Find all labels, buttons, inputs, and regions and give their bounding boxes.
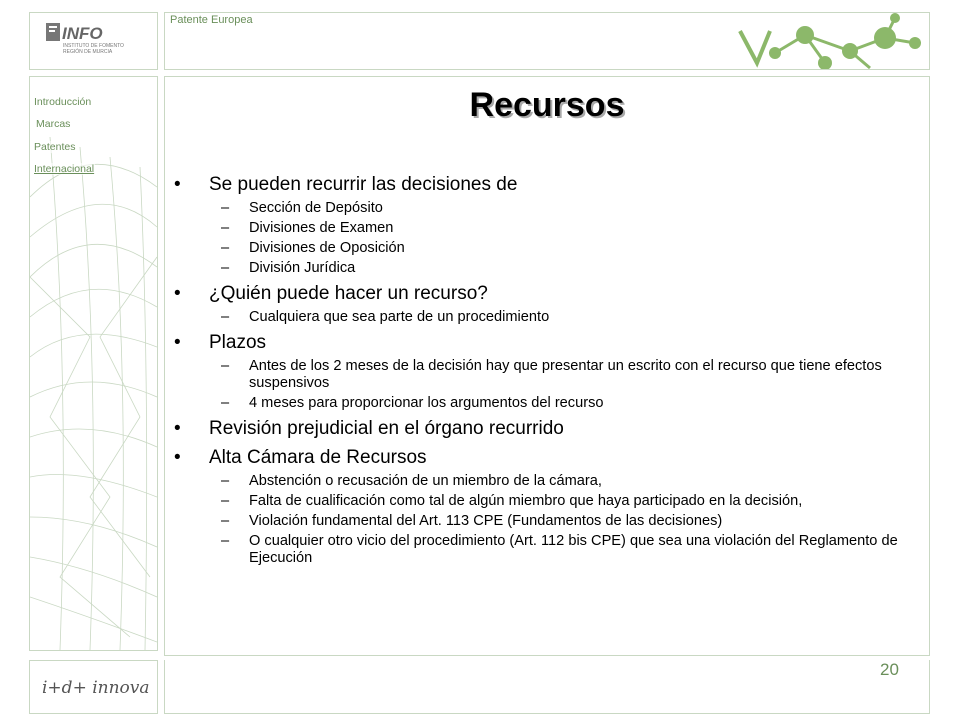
slide-title: Recursos — [469, 86, 625, 124]
bullet-item — [174, 282, 914, 326]
sub-item: – Divisiones de Examen — [221, 220, 394, 236]
nav-item-internacional[interactable]: Internacional — [34, 163, 95, 175]
sub-item: – Sección de Depósito — [221, 200, 383, 216]
bullet-dot: • — [174, 174, 181, 195]
sub-item: – Antes de los 2 meses de la decisión hay que presentar un escrito con el recurso que tiene efectos suspensivos — [221, 358, 882, 391]
bullet-text: ¿Quién puede hacer un recurso? — [209, 283, 488, 304]
bullet-dot: • — [174, 332, 181, 353]
page-number: 20 — [880, 660, 899, 679]
nav-item-introduccion[interactable]: Introducción — [34, 96, 92, 108]
bullet-text: Se pueden recurrir las decisiones de — [209, 174, 518, 195]
sub-item: – O cualquier otro vicio del procedimiento (Art. 112 bis CPE) que sea una violación del Reglamento de Ejecución — [221, 533, 898, 566]
sub-list — [209, 473, 914, 567]
bullet-text: Plazos — [209, 332, 267, 353]
logo-line2: REGIÓN DE MURCIA — [63, 49, 113, 55]
bullet-dot: • — [174, 283, 181, 304]
bullet-item — [174, 173, 914, 277]
sub-list — [209, 309, 914, 326]
sub-item: – Falta de cualificación como tal de algún miembro que haya participado en la decisión, — [221, 493, 803, 509]
nav-item-marcas[interactable]: Marcas — [36, 118, 71, 130]
footer-brand: i+d+ innova — [42, 678, 150, 698]
sub-item: – Abstención o recusación de un miembro de la cámara, — [221, 473, 602, 489]
header-panel — [164, 12, 930, 70]
bullet-item — [174, 417, 914, 441]
bullet-item — [174, 446, 914, 567]
sub-item: – 4 meses para proporcionar los argumentos del recurso — [221, 395, 604, 411]
sub-item: – Violación fundamental del Art. 113 CPE (Fundamentos de las decisiones) — [221, 513, 723, 529]
sub-item: – División Jurídica — [221, 260, 356, 276]
bullet-text: Revisión prejudicial en el órgano recurrido — [209, 418, 564, 439]
innova-logo — [30, 661, 157, 713]
molecule-graphic — [165, 13, 929, 69]
bullet-list — [174, 168, 914, 567]
sub-item: – Cualquiera que sea parte de un procedimiento — [221, 309, 550, 325]
info-logo — [30, 13, 157, 69]
bullet-item — [174, 331, 914, 412]
sub-item: – Divisiones de Oposición — [221, 240, 405, 256]
logo-brand: INFO — [62, 24, 103, 43]
logo-panel — [29, 12, 158, 70]
bullet-dot: • — [174, 418, 181, 439]
nav-item-patentes[interactable]: Patentes — [34, 141, 76, 153]
sub-list — [209, 200, 914, 277]
sub-list — [209, 358, 914, 412]
logo-line1: INSTITUTO DE FOMENTO — [63, 43, 124, 49]
bullet-text: Alta Cámara de Recursos — [209, 447, 427, 468]
bullet-dot: • — [174, 447, 181, 468]
footer-panel — [164, 660, 930, 714]
footer-brand-panel — [29, 660, 158, 714]
header-title: Patente Europea — [170, 14, 253, 26]
